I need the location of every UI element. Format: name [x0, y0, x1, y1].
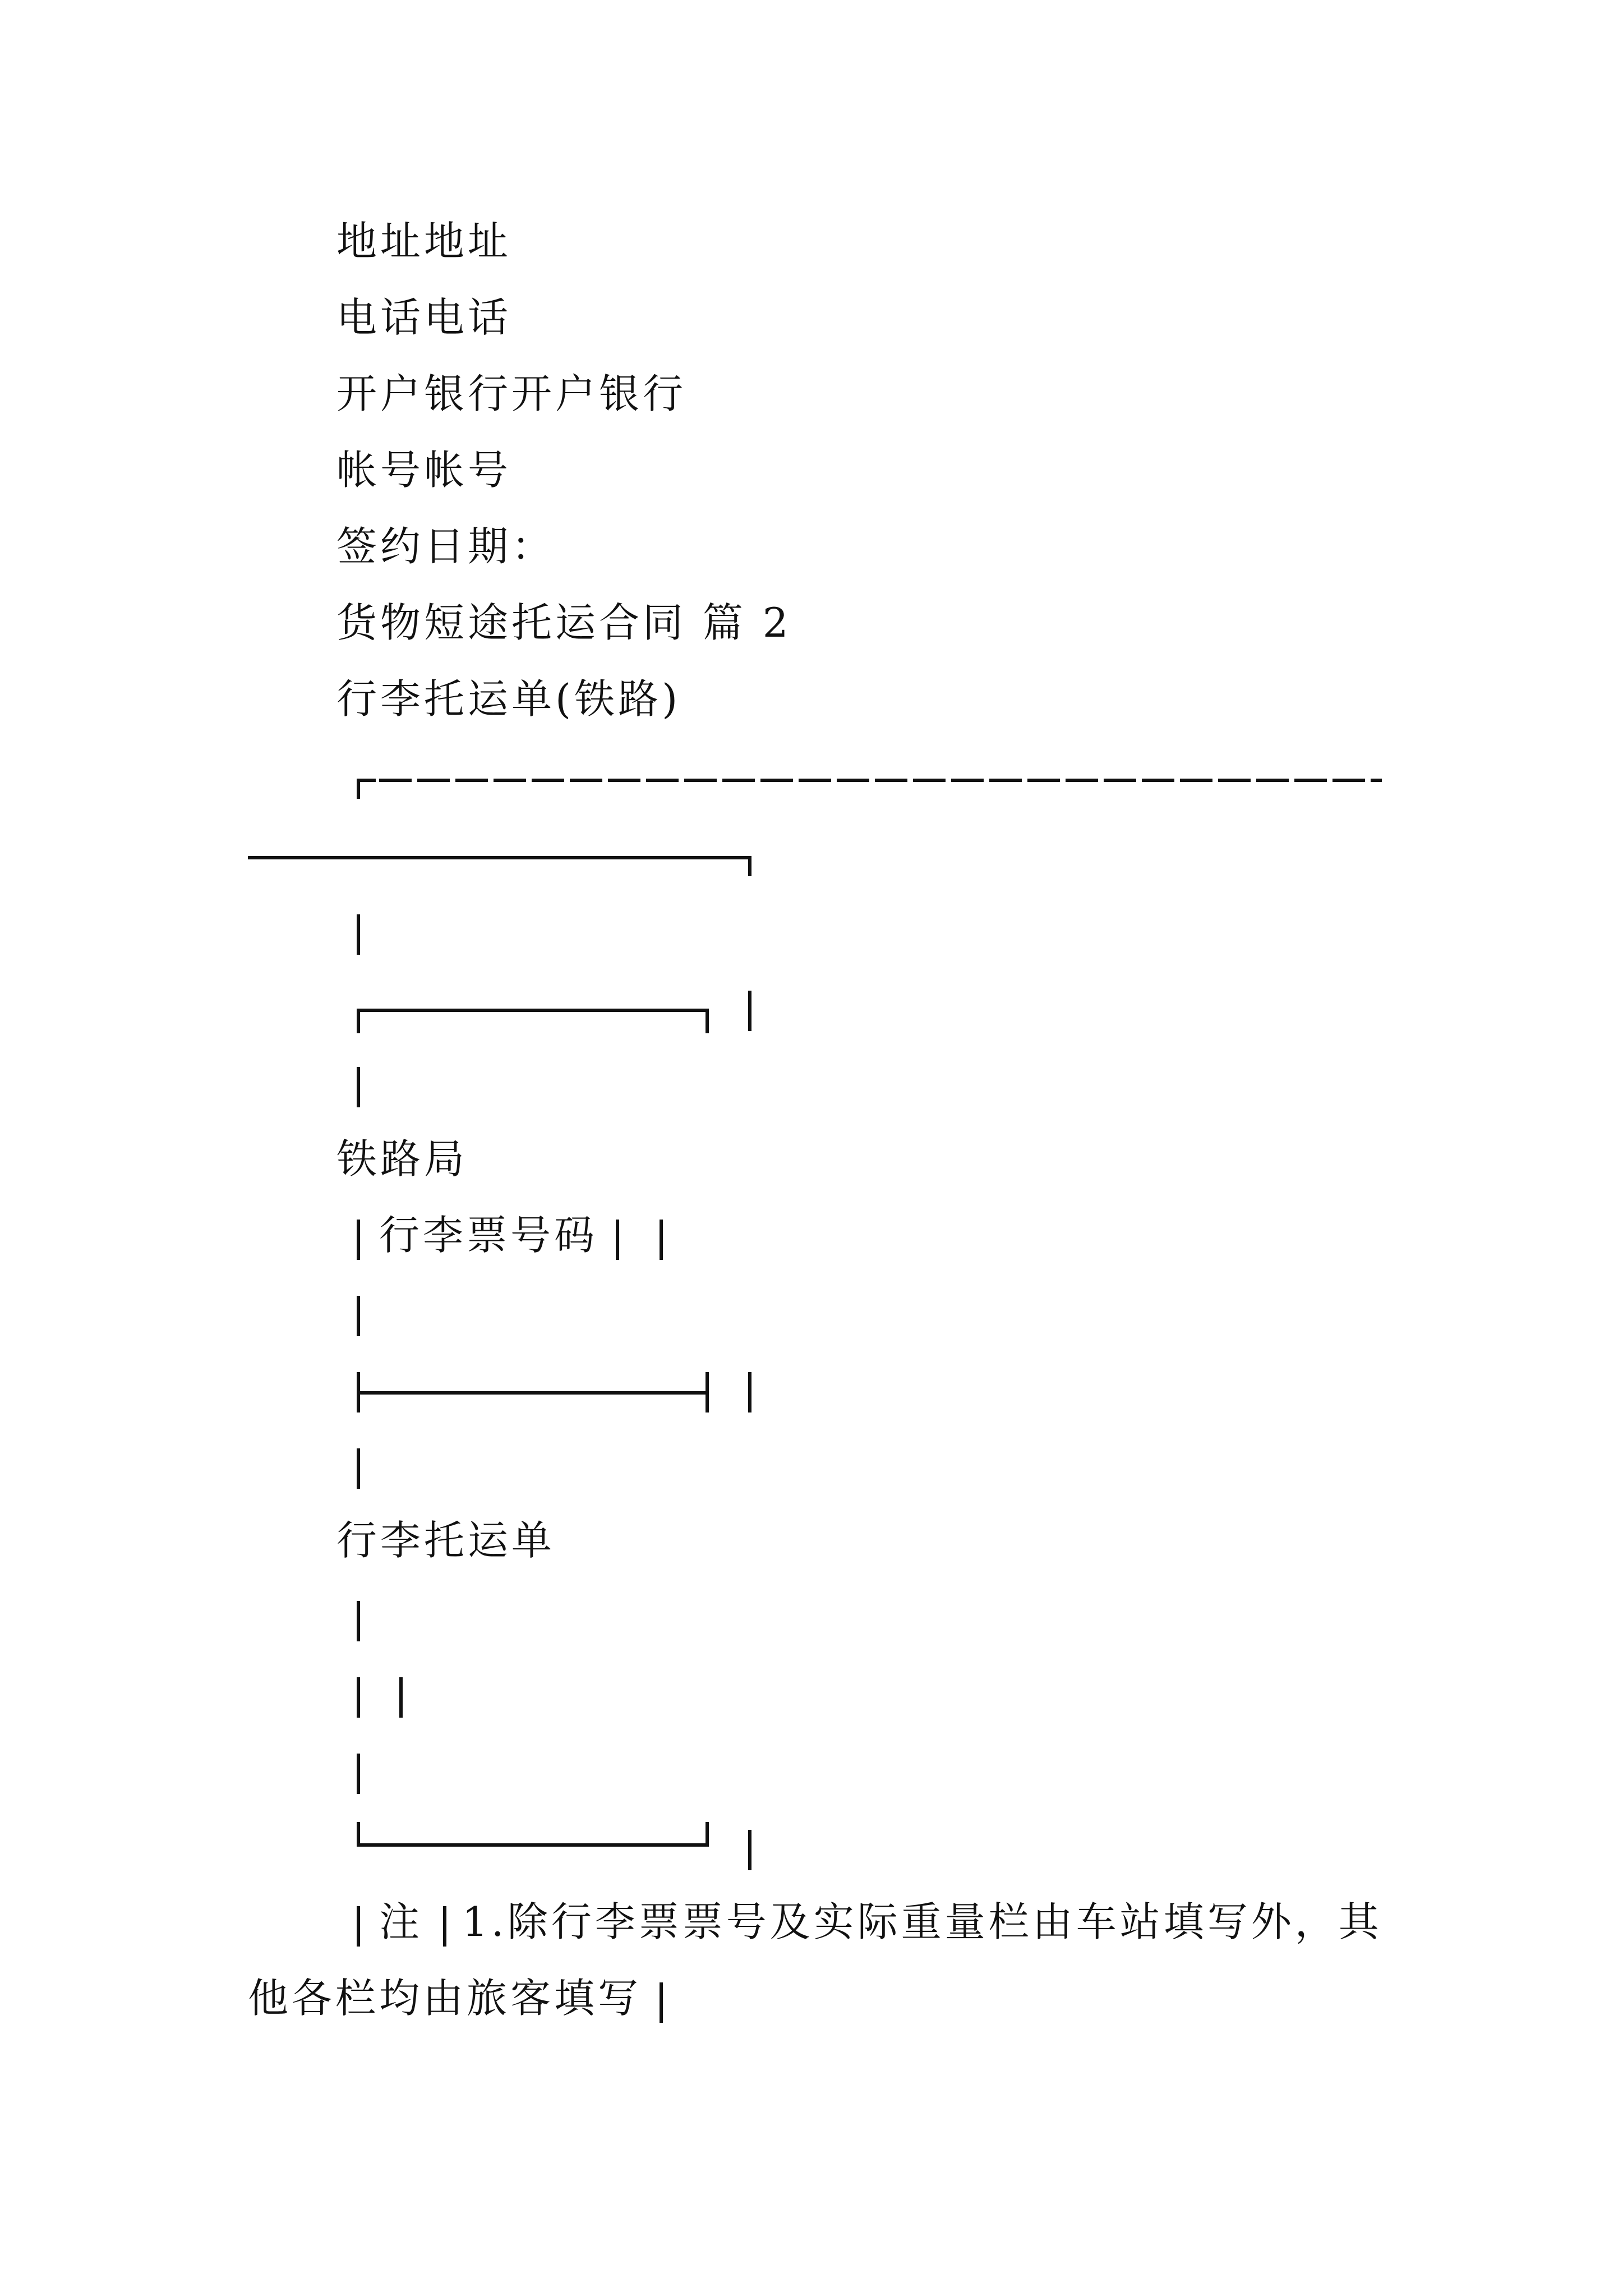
ticket-number-label: 行李票号码	[379, 1212, 598, 1259]
note-row-inner-bar	[443, 1906, 446, 1947]
frame-left-bar-1	[357, 914, 360, 955]
bank-line: 开户银行开户银行	[336, 370, 687, 417]
frame-continuation-rule	[248, 856, 751, 859]
frame-left-bar-7	[357, 1754, 360, 1794]
inner-box-top-rule	[357, 1009, 709, 1012]
inner-box-mid-right	[706, 1372, 709, 1412]
note-text-line2: 他各栏均由旅客填写	[248, 1975, 642, 2022]
railway-bureau-label: 铁路局	[336, 1135, 468, 1182]
frame-left-bar-4	[357, 1448, 360, 1489]
frame-left-bar-3	[357, 1296, 360, 1336]
inner-box-mid-rule	[357, 1391, 709, 1395]
frame-top-corner-stub	[357, 779, 376, 782]
note-text-line1: 1.除行李票票号及实际重量栏由车站填写外，其	[462, 1898, 1382, 1945]
frame-continuation-corner	[748, 856, 751, 876]
section-title: 货物短途托运合同 篇 2	[336, 599, 792, 646]
note-row-right-bar	[660, 1982, 663, 2023]
inner-box-top-right	[706, 1009, 709, 1033]
frame-left-bar-2	[357, 1067, 360, 1107]
note-label: 注	[379, 1898, 423, 1945]
frame-left-bar-6	[357, 1677, 360, 1718]
frame-top-dashed-rule	[379, 779, 1382, 782]
address-line: 地址地址	[336, 218, 512, 265]
inner-box-top-left	[357, 1009, 360, 1033]
inner-box-bottom-rule	[357, 1843, 709, 1847]
ticket-row-inner-bar	[616, 1220, 619, 1260]
account-line: 帐号帐号	[336, 447, 512, 494]
frame-inner-bar-6	[399, 1677, 403, 1718]
note-row-left-bar	[357, 1906, 360, 1947]
inner-box-bottom-right	[706, 1822, 709, 1847]
frame-right-bar-3	[748, 1830, 751, 1870]
ticket-row-left-bar	[357, 1220, 360, 1260]
consignment-note-label: 行李托运单	[336, 1517, 556, 1564]
frame-right-bar-1	[748, 991, 751, 1031]
frame-left-bar-5	[357, 1601, 360, 1641]
sign-date-line: 签约日期：	[336, 523, 556, 570]
frame-right-bar-2	[748, 1372, 751, 1412]
form-title: 行李托运单(铁路)	[336, 675, 681, 723]
ticket-row-right-bar	[660, 1220, 663, 1260]
phone-line: 电话电话	[336, 294, 512, 341]
